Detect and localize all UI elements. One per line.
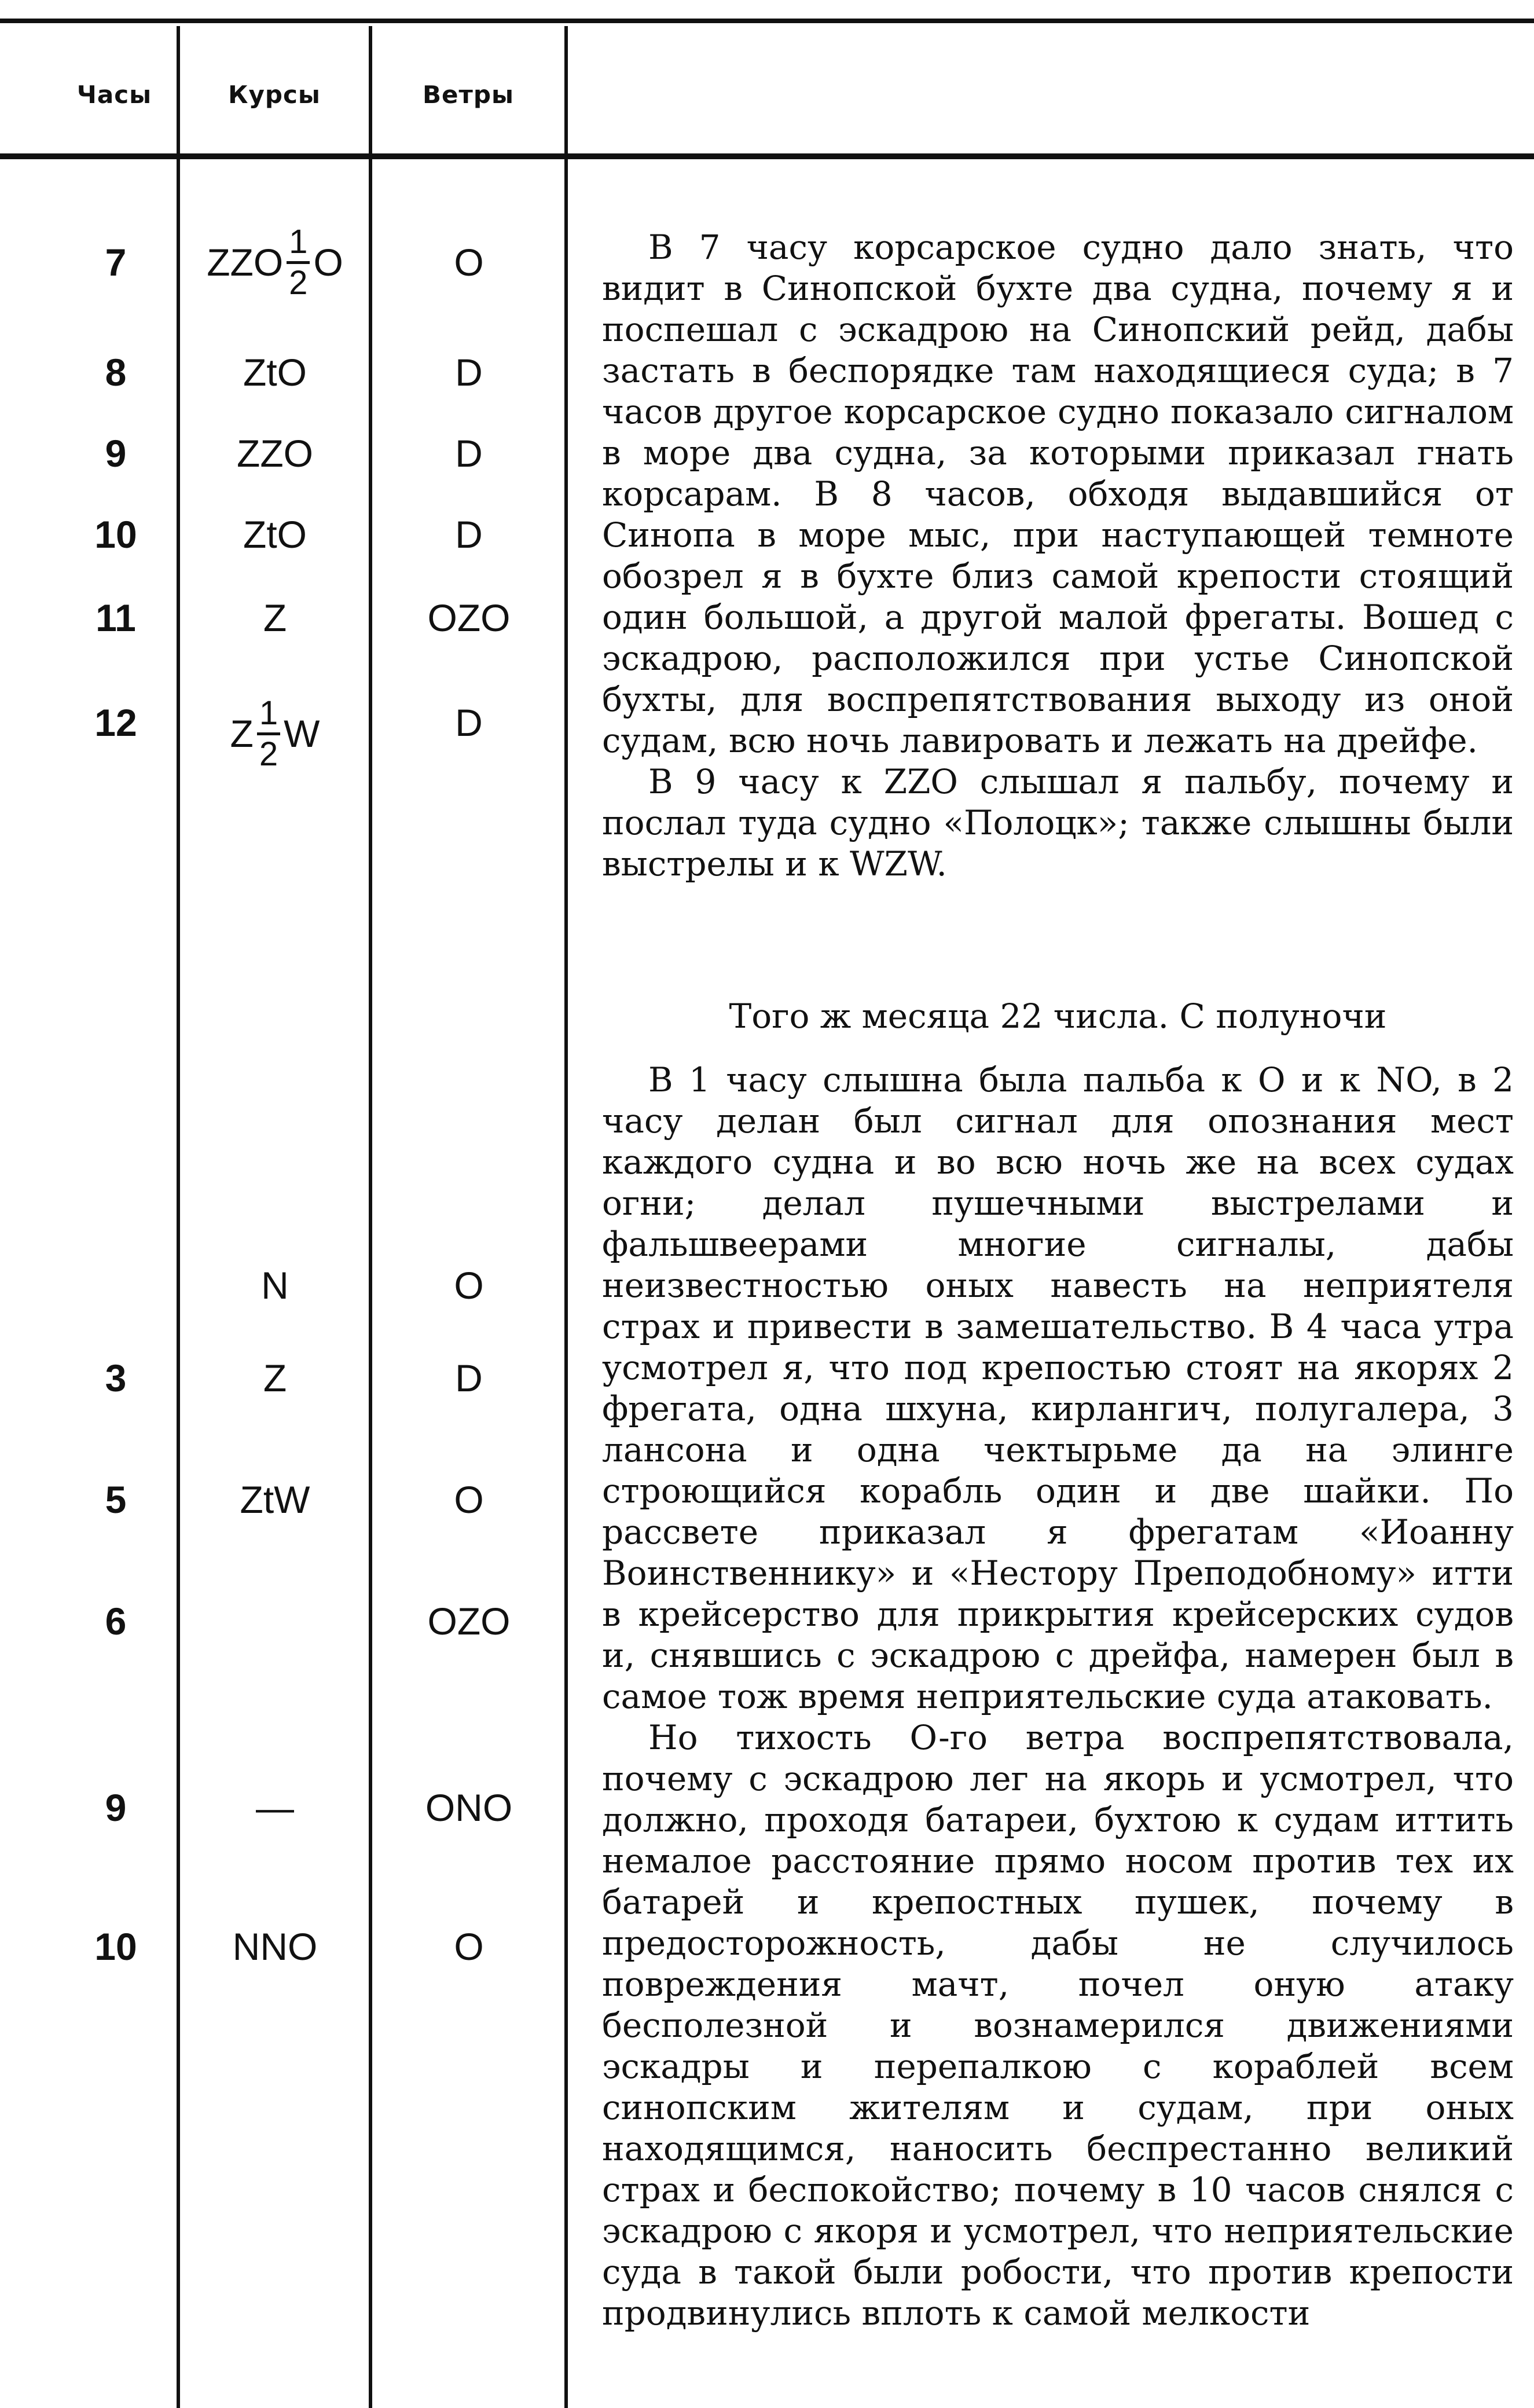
fraction-numerator: 1: [257, 697, 280, 735]
course-cell: NNO: [232, 1925, 318, 1968]
paragraph-1: В 7 часу корсарское судно дало знать, что видит в Синопской бухте два судна, почему я и поспешал с эскадрою на Синопский рейд, дабы застать в беспорядке там находящиеся суда; в 7 часов другое корсарское судно показало сигналом в море два судна, за которыми приказал гнать корсарам. В 8 часов, обходя выдавшийся от Синопа в море мыс, при наступающей темноте обозрел я в бухте близ самой крепости стоящий один большой, а другой малой фрегаты. Вошед с эскадрою, расположился при устье Синопской бухты, для воспрепятствования выходу из оной судам, всю ночь лавировать и лежать на дрейфе.: [602, 228, 1514, 760]
wind-cell: OZO: [427, 1600, 511, 1643]
course-cell: ZtO: [243, 351, 307, 394]
fraction-numerator: 1: [287, 225, 310, 264]
hour-cell: 6: [105, 1600, 127, 1643]
hour-cell: 11: [96, 596, 136, 639]
header-courses: Курсы: [228, 80, 321, 109]
hour-cell: 10: [94, 513, 137, 556]
paragraph-2: В 9 часу к ZZO слышал я пальбу, почему и послал туда судно «Полоцк»; также слышны были выстрелы и к WZW.: [602, 762, 1514, 884]
course-cell: ZtW: [240, 1478, 310, 1521]
fraction: [257, 694, 280, 773]
wind-cell: D: [455, 351, 483, 394]
section-heading: Того ж месяца 22 числа. С полуночи: [729, 996, 1387, 1036]
paragraph-3: В 1 часу слышна была пальба к O и к NO, в 2 часу делан был сигнал для опознания мест каждого судна и во всю ночь же на всех судах огни; делал пушечными выстрелами и фальшвеерами многие сигналы, дабы неизвестностью оных навесть на неприятеля страх и привести в замешательство. В 4 часа утра усмотрел я, что под крепостью стоят на якорях 2 фрегата, одна шхуна, кирлангич, полугалера, 3 лансона и одна чектырьме да на элинге строющийся корабль один и две шайки. По рассвете приказал я фрегатам «Иоанну Воинственнику» и «Нестору Преподобному» итти в крейсерство для прикрытия крейсерских судов и, снявшись с эскадрою с дрейфа, намерен был в самое тож время неприятельские суда атаковать.: [602, 1060, 1514, 1716]
hour-cell: 10: [94, 1925, 137, 1968]
hour-cell: 12: [94, 701, 137, 744]
header-rule: [0, 153, 1534, 159]
course-main: ZZO: [207, 241, 284, 284]
fraction-denominator: 2: [289, 263, 308, 302]
course-cell: —: [256, 1786, 294, 1829]
course-cell: Z: [263, 596, 287, 639]
course-cell: ZtO: [243, 513, 307, 556]
course-suffix: W: [284, 712, 320, 755]
fraction: [287, 222, 310, 302]
wind-cell: D: [455, 1357, 483, 1399]
fraction-denominator: 2: [259, 735, 278, 773]
wind-cell: OZO: [427, 596, 511, 639]
header-hours: Часы: [76, 80, 152, 109]
narrative-text-block-2: [602, 996, 1514, 1037]
course-cell: Z: [263, 1357, 287, 1399]
course-cell: N: [261, 1264, 289, 1307]
header-winds: Ветры: [423, 80, 514, 109]
paragraph-4: Но тихость O-го ветра воспрепятствовала, почему с эскадрою лег на якорь и усмотрел, что должно, проходя батареи, бухтою к судам иттить немалое расстояние прямо носом против тех их батарей и крепостных пушек, почему в предосторожность, дабы не случилось повреждения мачт, почел оную атаку бесполезной и вознамерился движениями эскадры и перепалкою с кораблей всем синопским жителям и судам, при оных находящимся, наносить беспрестанно великий страх и беспокойство; почему в 10 часов снялся с эскадрою с якоря и усмотрел, что неприятельские суда в такой были робости, что против крепости продвинулись вплоть к самой мелкости: [602, 1718, 1514, 2333]
wind-cell: O: [454, 1264, 484, 1307]
wind-cell: D: [455, 701, 483, 744]
course-cell: [179, 694, 370, 773]
wind-cell: D: [455, 432, 483, 475]
narrative-text-block-1: [602, 227, 1514, 885]
hour-cell: 5: [105, 1478, 127, 1521]
hour-cell: 8: [105, 351, 127, 394]
wind-cell: O: [454, 1925, 484, 1968]
hour-cell: 9: [105, 1786, 127, 1829]
hour-cell: 3: [105, 1357, 127, 1399]
course-suffix: O: [313, 241, 343, 284]
course-cell: [179, 1589, 370, 1653]
hour-cell: 7: [105, 241, 127, 284]
course-cell: [179, 222, 370, 302]
narrative-text-block-3: [602, 1060, 1514, 2334]
wind-cell: D: [455, 513, 483, 556]
course-main: Z: [230, 712, 254, 755]
wind-cell: O: [454, 1478, 484, 1521]
hour-cell: 9: [105, 432, 127, 475]
course-cell: ZZO: [237, 432, 313, 475]
top-rule: [0, 19, 1534, 23]
wind-cell: ONO: [425, 1786, 513, 1829]
hour-cell: [52, 1254, 179, 1317]
wind-cell: O: [454, 241, 484, 284]
